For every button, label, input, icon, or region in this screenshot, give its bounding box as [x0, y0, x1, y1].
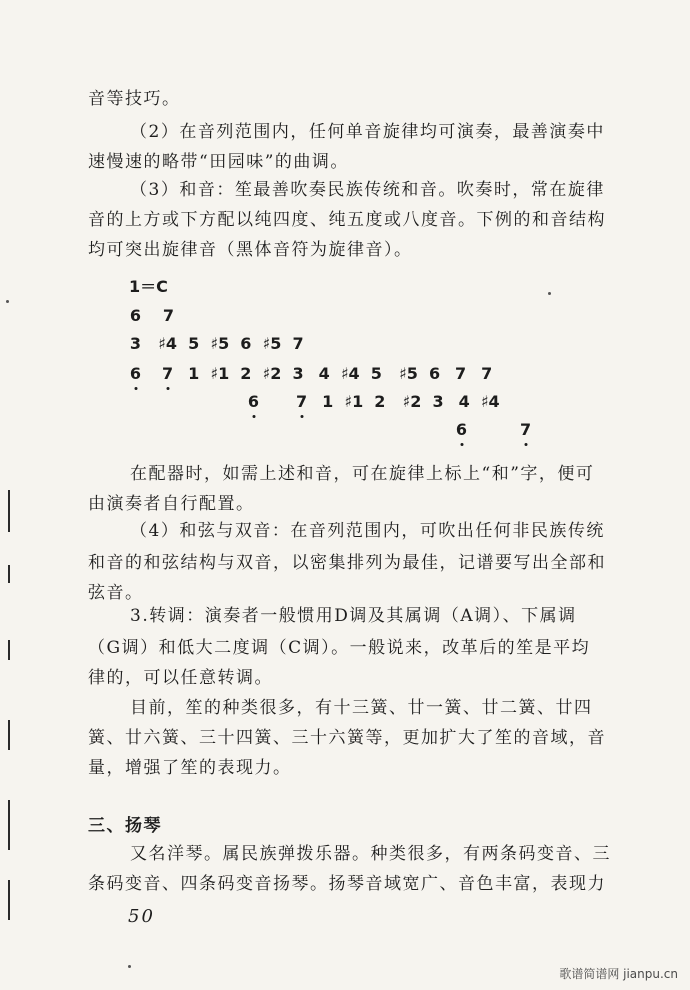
- note: ♯4: [340, 364, 360, 383]
- note: 3: [129, 334, 142, 353]
- note: 5: [370, 364, 382, 383]
- binding-mark: [8, 880, 10, 920]
- notation-row-1: [125, 306, 179, 325]
- note: 2: [240, 364, 252, 383]
- note: 6: [428, 364, 441, 383]
- note: 7: [291, 392, 312, 411]
- body-line: 速慢速的略带“田园味”的曲调。: [88, 152, 349, 172]
- note: 7: [481, 364, 493, 383]
- body-line: 音的上方或下方配以纯四度、纯五度或八度音。下例的和音结构: [88, 210, 606, 230]
- body-line: （2）在音列范围内，任何单音旋律均可演奏，最善演奏中: [130, 122, 605, 142]
- body-line: 条码变音、四条码变音扬琴。扬琴音域宽广、音色丰富，表现力: [88, 874, 606, 894]
- section-heading: 三、扬琴: [88, 816, 162, 836]
- note: 4: [318, 364, 330, 383]
- body-line: 在配器时，如需上述和音，可在旋律上标上“和”字，便可: [130, 464, 595, 484]
- body-line: （4）和弦与双音：在音列范围内，可吹出任何非民族传统: [130, 521, 605, 541]
- body-line: 音等技巧。: [88, 89, 181, 109]
- body-line: 均可突出旋律音（黑体音符为旋律音）。: [88, 240, 413, 260]
- body-line: 又名洋琴。属民族弹拨乐器。种类很多，有两条码变音、三: [130, 844, 611, 864]
- key-signature: 1＝C: [129, 277, 168, 296]
- page-number: 50: [128, 906, 155, 927]
- note: 6: [243, 392, 264, 411]
- body-line: 弦音。: [88, 583, 144, 603]
- notation-row-4: [243, 392, 501, 411]
- note: ♯2: [262, 364, 282, 383]
- binding-mark: [8, 640, 10, 660]
- note: 7: [455, 364, 467, 383]
- note: 6: [240, 334, 252, 353]
- body-line: 由演奏者自行配置。: [88, 494, 255, 514]
- binding-mark: [8, 490, 10, 532]
- body-line: 律的，可以任意转调。: [88, 668, 273, 688]
- body-line: 3.转调：演奏者一般惯用D调及其属调（A调）、下属调: [130, 606, 577, 626]
- notation-row-5: [451, 420, 536, 439]
- scan-speck: [128, 965, 131, 968]
- scan-speck: [548, 292, 551, 295]
- body-line: （3）和音：笙最善吹奏民族传统和音。吹奏时，常在旋律: [130, 180, 605, 200]
- note: 5: [188, 334, 200, 353]
- binding-mark: [8, 720, 10, 750]
- note: 1: [188, 364, 200, 383]
- note: ♯2: [402, 392, 422, 411]
- notation-row-3: [125, 364, 497, 383]
- note: ♯1: [344, 392, 364, 411]
- note: ♯4: [480, 392, 500, 411]
- notation-row-2: [125, 334, 309, 353]
- note: 6: [125, 364, 146, 383]
- binding-mark: [8, 565, 10, 583]
- note: 6: [451, 420, 472, 439]
- body-line: 目前，笙的种类很多，有十三簧、廿一簧、廿二簧、廿四: [130, 698, 593, 718]
- body-line: 簧、廿六簧、三十四簧、三十六簧等，更加扩大了笙的音域，音: [88, 728, 606, 748]
- note: ♯5: [399, 364, 418, 383]
- note: 6: [129, 306, 142, 325]
- site-watermark: 歌谱简谱网 jianpu.cn: [559, 967, 678, 981]
- binding-mark: [8, 800, 10, 850]
- scan-speck: [6, 300, 9, 303]
- note: 2: [374, 392, 386, 411]
- note: 3: [432, 392, 444, 411]
- note: 7: [292, 334, 304, 353]
- note: 7: [162, 306, 175, 325]
- note: 1: [322, 392, 334, 411]
- note: ♯4: [158, 334, 178, 353]
- note: 4: [458, 392, 470, 411]
- note: 3: [292, 364, 304, 383]
- body-line: （G调）和低大二度调（C调）。一般说来，改革后的笙是平均: [88, 638, 591, 658]
- note: ♯1: [210, 364, 230, 383]
- body-line: 量，增强了笙的表现力。: [88, 758, 292, 778]
- note: ♯5: [262, 334, 282, 353]
- body-line: 和音的和弦结构与双音，以密集排列为最佳，记谱要写出全部和: [88, 553, 606, 573]
- note: 7: [157, 364, 178, 383]
- note: 7: [515, 420, 536, 439]
- harmony-notation: [125, 268, 585, 448]
- note: ♯5: [210, 334, 230, 353]
